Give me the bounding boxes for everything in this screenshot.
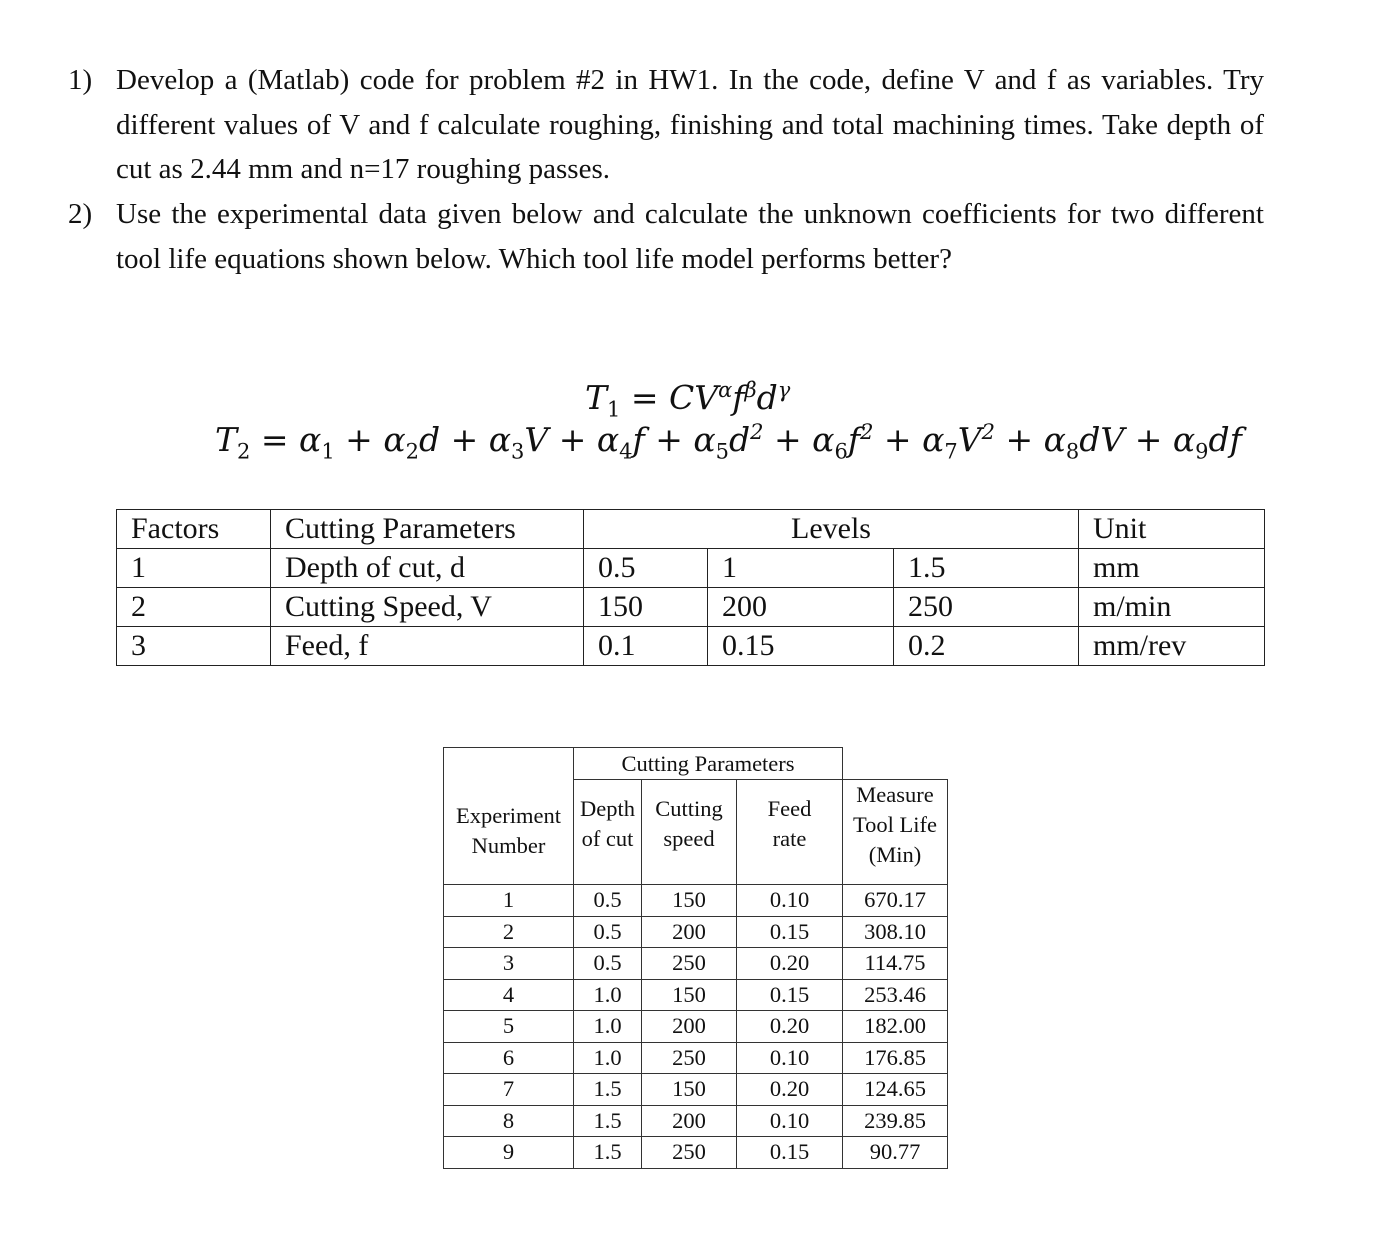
cell-experiment: 3	[444, 948, 574, 980]
cell-depth: 0.5	[574, 885, 642, 917]
header-speed: Cutting speed	[642, 780, 737, 885]
cell-experiment: 1	[444, 885, 574, 917]
cell-feed: 0.15	[737, 979, 843, 1011]
cell-feed: 0.15	[737, 1137, 843, 1169]
table-row	[444, 1105, 948, 1137]
cell-speed: 250	[642, 948, 737, 980]
cell-experiment: 7	[444, 1074, 574, 1106]
table-row	[444, 1042, 948, 1074]
question-1	[68, 58, 1264, 192]
cell-speed: 150	[642, 885, 737, 917]
cell-level: 0.1	[584, 627, 708, 666]
cell-feed: 0.20	[737, 1074, 843, 1106]
table-header-row	[117, 510, 1265, 549]
header-feed: Feed rate	[737, 780, 843, 885]
cell-level: 0.5	[584, 549, 708, 588]
cell-feed: 0.20	[737, 948, 843, 980]
header-depth: Depth of cut	[574, 780, 642, 885]
table-row	[444, 1074, 948, 1106]
table-row	[444, 916, 948, 948]
cell-factor: 1	[117, 549, 271, 588]
cell-level: 1	[708, 549, 894, 588]
cell-speed: 150	[642, 1074, 737, 1106]
question-2	[68, 192, 1264, 281]
cell-level: 0.2	[894, 627, 1079, 666]
cell-speed: 150	[642, 979, 737, 1011]
cell-experiment: 9	[444, 1137, 574, 1169]
cell-depth: 1.5	[574, 1137, 642, 1169]
cell-speed: 200	[642, 1011, 737, 1043]
cell-level: 1.5	[894, 549, 1079, 588]
cell-level: 0.15	[708, 627, 894, 666]
cell-depth: 1.0	[574, 979, 642, 1011]
cell-experiment: 5	[444, 1011, 574, 1043]
cell-depth: 0.5	[574, 948, 642, 980]
cell-param: Depth of cut, d	[271, 549, 584, 588]
cell-depth: 1.5	[574, 1105, 642, 1137]
cell-factor: 3	[117, 627, 271, 666]
cell-level: 200	[708, 588, 894, 627]
cell-unit: mm	[1079, 549, 1265, 588]
cell-speed: 200	[642, 916, 737, 948]
cell-experiment: 8	[444, 1105, 574, 1137]
cell-feed: 0.10	[737, 1042, 843, 1074]
cell-speed: 200	[642, 1105, 737, 1137]
cell-depth: 0.5	[574, 916, 642, 948]
header-params: Cutting Parameters	[271, 510, 584, 549]
cell-unit: m/min	[1079, 588, 1265, 627]
header-factors: Factors	[117, 510, 271, 549]
equation-t2: $T_2 = \alpha_1 + \alpha_2d + \alpha_3V + \alpha_4f + \alpha_5d^2 + \alpha_6f^2 + \alpha_7V^2 + \alpha_8dV + \alpha_9df$	[215, 420, 1242, 464]
question-text: Develop a (Matlab) code for problem #2 in HW1. In the code, define V and f as variables. Try different values of V and f calculate roughing, finishing and total machining times. Take depth of cut as 2.44 mm and n=17 roughing passes.	[116, 64, 1264, 185]
header-unit: Unit	[1079, 510, 1265, 549]
cell-tool-life: 124.65	[843, 1074, 948, 1106]
cell-feed: 0.10	[737, 885, 843, 917]
cell-speed: 250	[642, 1137, 737, 1169]
table-row	[117, 627, 1265, 666]
question-text: Use the experimental data given below and calculate the unknown coefficients for two different tool life equations shown below. Which tool life model performs better?	[116, 198, 1264, 275]
cell-tool-life: 90.77	[843, 1137, 948, 1169]
table-row	[444, 885, 948, 917]
header-cutting-parameters: Cutting Parameters	[574, 748, 843, 780]
cell-experiment: 2	[444, 916, 574, 948]
cell-tool-life: 253.46	[843, 979, 948, 1011]
cell-experiment: 4	[444, 979, 574, 1011]
cell-tool-life: 308.10	[843, 916, 948, 948]
experiment-table	[443, 747, 948, 1169]
cell-param: Feed, f	[271, 627, 584, 666]
cell-feed: 0.10	[737, 1105, 843, 1137]
cell-level: 250	[894, 588, 1079, 627]
cell-depth: 1.0	[574, 1042, 642, 1074]
cell-tool-life: 176.85	[843, 1042, 948, 1074]
cell-experiment: 6	[444, 1042, 574, 1074]
table-row	[444, 1011, 948, 1043]
cell-speed: 250	[642, 1042, 737, 1074]
table-row	[117, 588, 1265, 627]
table-row	[444, 979, 948, 1011]
cell-tool-life: 114.75	[843, 948, 948, 980]
equation-t1: $T_1 = CV^\alpha f^\beta d^\gamma$	[585, 378, 791, 422]
cell-param: Cutting Speed, V	[271, 588, 584, 627]
table-row	[444, 1137, 948, 1169]
cell-depth: 1.0	[574, 1011, 642, 1043]
table-row	[117, 549, 1265, 588]
factors-table	[116, 509, 1265, 666]
cell-feed: 0.20	[737, 1011, 843, 1043]
header-tool-life: Measure Tool Life (Min)	[843, 780, 948, 885]
table-row	[444, 948, 948, 980]
header-experiment: Experiment Number	[444, 748, 574, 885]
cell-tool-life: 182.00	[843, 1011, 948, 1043]
cell-tool-life: 239.85	[843, 1105, 948, 1137]
cell-factor: 2	[117, 588, 271, 627]
question-number: 2)	[68, 198, 93, 230]
question-number: 1)	[68, 64, 93, 96]
cell-feed: 0.15	[737, 916, 843, 948]
cell-level: 150	[584, 588, 708, 627]
cell-depth: 1.5	[574, 1074, 642, 1106]
cell-unit: mm/rev	[1079, 627, 1265, 666]
header-levels: Levels	[584, 510, 1079, 549]
cell-tool-life: 670.17	[843, 885, 948, 917]
